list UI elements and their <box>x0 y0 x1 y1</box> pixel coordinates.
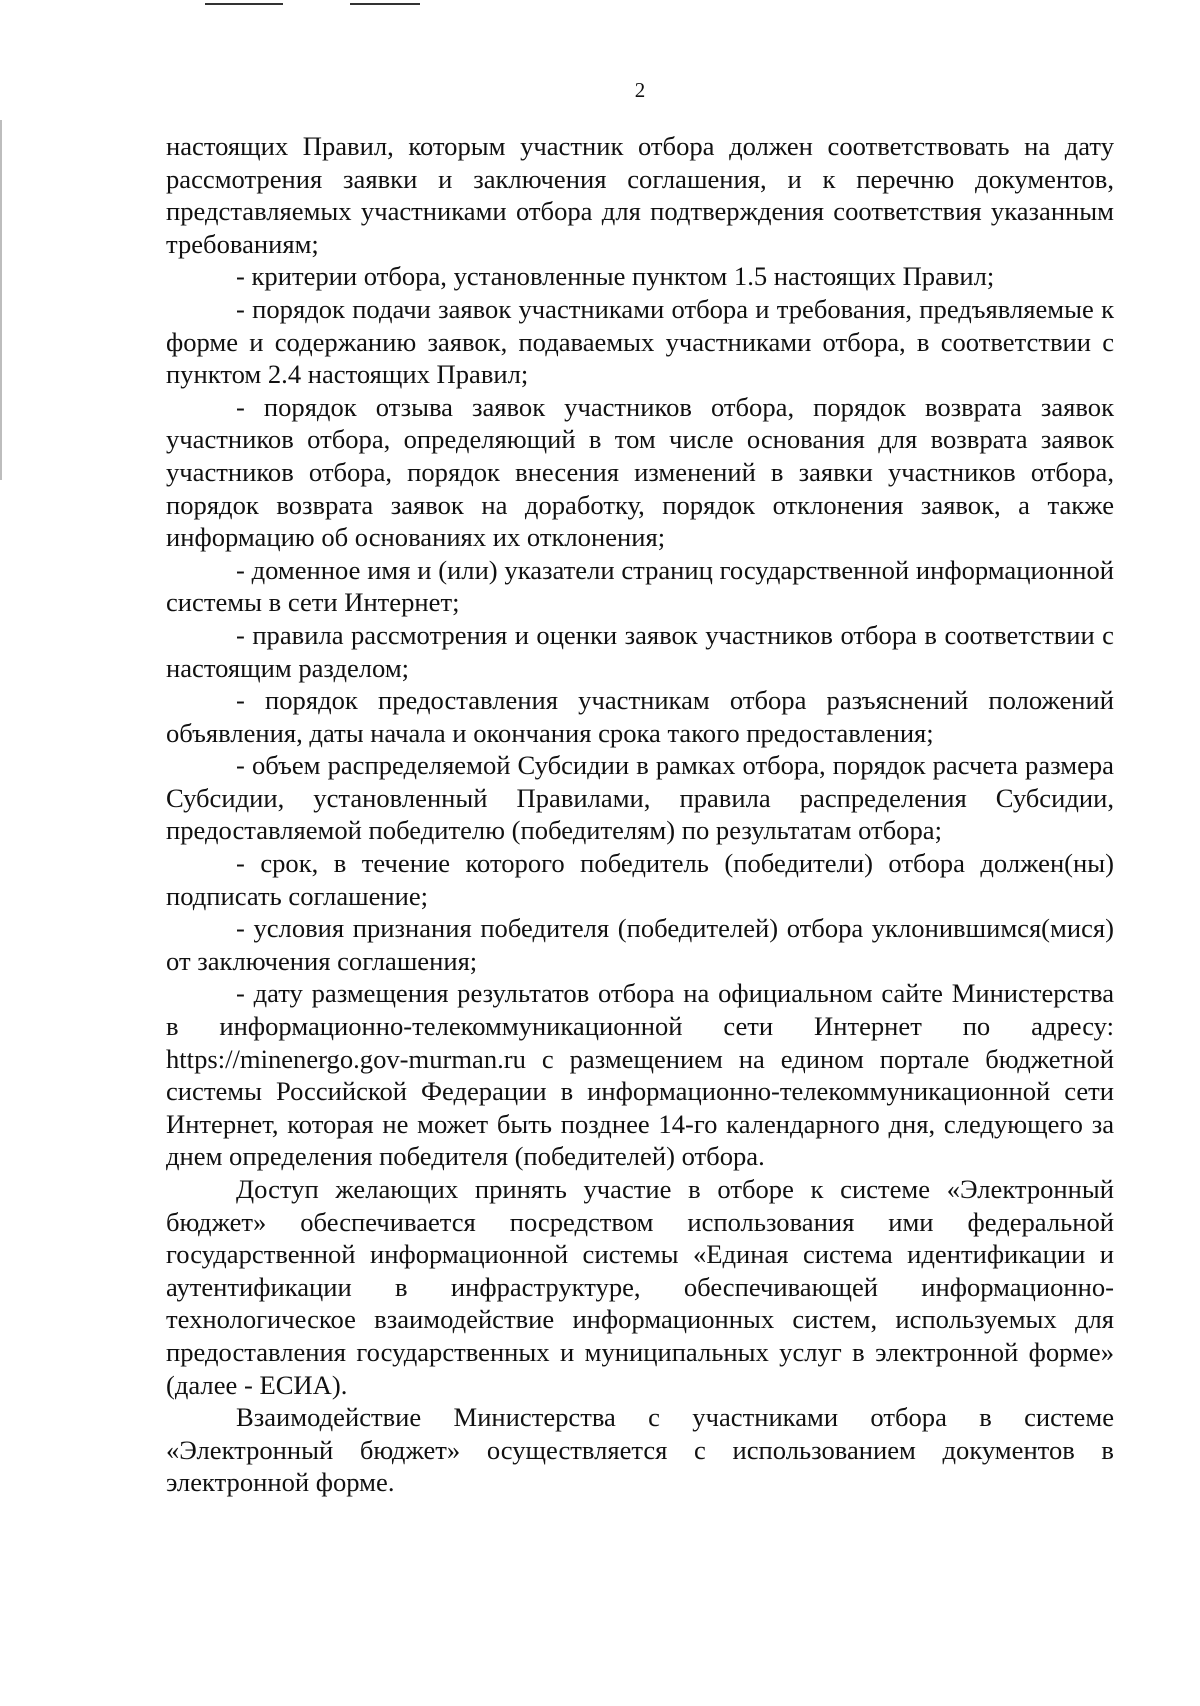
paragraph-interaction: Взаимодействие Министерства с участниками отбора в системе «Электронный бюджет» осуществляется с использованием документов в электронной форме. <box>166 1402 1114 1498</box>
document-body <box>166 130 1114 1499</box>
list-item-signing-term: - срок, в течение которого победитель (победители) отбора должен(ны) подписать соглашение; <box>166 848 1114 911</box>
paragraph-access: Доступ желающих принять участие в отборе к системе «Электронный бюджет» обеспечивается посредством использования ими федеральной государственной информационной системы «Единая система идентификации и аутентификации в инфраструктуре, обеспечивающей информационно-технологическое взаимодействие информационных систем, используемых для предоставления государственных и муниципальных услуг в электронной форме» (далее - ЕСИА). <box>166 1174 1114 1400</box>
list-item-domain-name: - доменное имя и (или) указатели страниц государственной информационной системы в сети Интернет; <box>166 554 1114 618</box>
list-item-results-date: - дату размещения результатов отбора на официальном сайте Министерства в информационно-телекоммуникационной сети Интернет по адресу: https://minenergo.gov-murman.ru с размещением на едином портале бюджетной системы Российской Федерации в информационно-телекоммуникационной сети Интернет, которая не может быть позднее 14-го календарного дня, следующего за днем определения победителя (победителей) отбора. <box>166 978 1114 1172</box>
paragraph-continuation: настоящих Правил, которым участник отбора должен соответствовать на дату рассмотрения заявки и заключения соглашения, и к перечню документов, представляемых участниками отбора для подтверждения соответствия указанным требованиям; <box>166 131 1114 259</box>
list-item-evasion-conditions: - условия признания победителя (победителей) отбора уклонившимся(мися) от заключения соглашения; <box>166 913 1114 976</box>
list-item-clarifications: - порядок предоставления участникам отбора разъяснений положений объявления, даты начала и окончания срока такого предоставления; <box>166 685 1114 748</box>
list-item-submission-order: - порядок подачи заявок участниками отбора и требования, предъявляемые к форме и содержанию заявок, подаваемых участниками отбора, в соответствии с пунктом 2.4 настоящих Правил; <box>166 293 1114 390</box>
list-item-criteria: - критерии отбора, установленные пунктом 1.5 настоящих Правил; <box>236 261 995 292</box>
binding-edge <box>0 120 2 480</box>
top-margin-line-right <box>350 3 420 5</box>
list-item-subsidy-volume: - объем распределяемой Субсидии в рамках отбора, порядок расчета размера Субсидии, установленный Правилами, правила распределения Субсидии, предоставляемой победителю (победителям) по результатам отбора; <box>166 750 1114 846</box>
list-item-review-rules: - правила рассмотрения и оценки заявок участников отбора в соответствии с настоящим разделом; <box>166 619 1114 683</box>
list-item-withdrawal-order: - порядок отзыва заявок участников отбора, порядок возврата заявок участников отбора, определяющий в том числе основания для возврата заявок участников отбора, порядок внесения изменений в заявки участников отбора, порядок возврата заявок на доработку, порядок отклонения заявок, а также информацию об основаниях их отклонения; <box>166 391 1114 553</box>
page-number: 2 <box>634 78 646 102</box>
top-margin-line-left <box>205 3 283 5</box>
